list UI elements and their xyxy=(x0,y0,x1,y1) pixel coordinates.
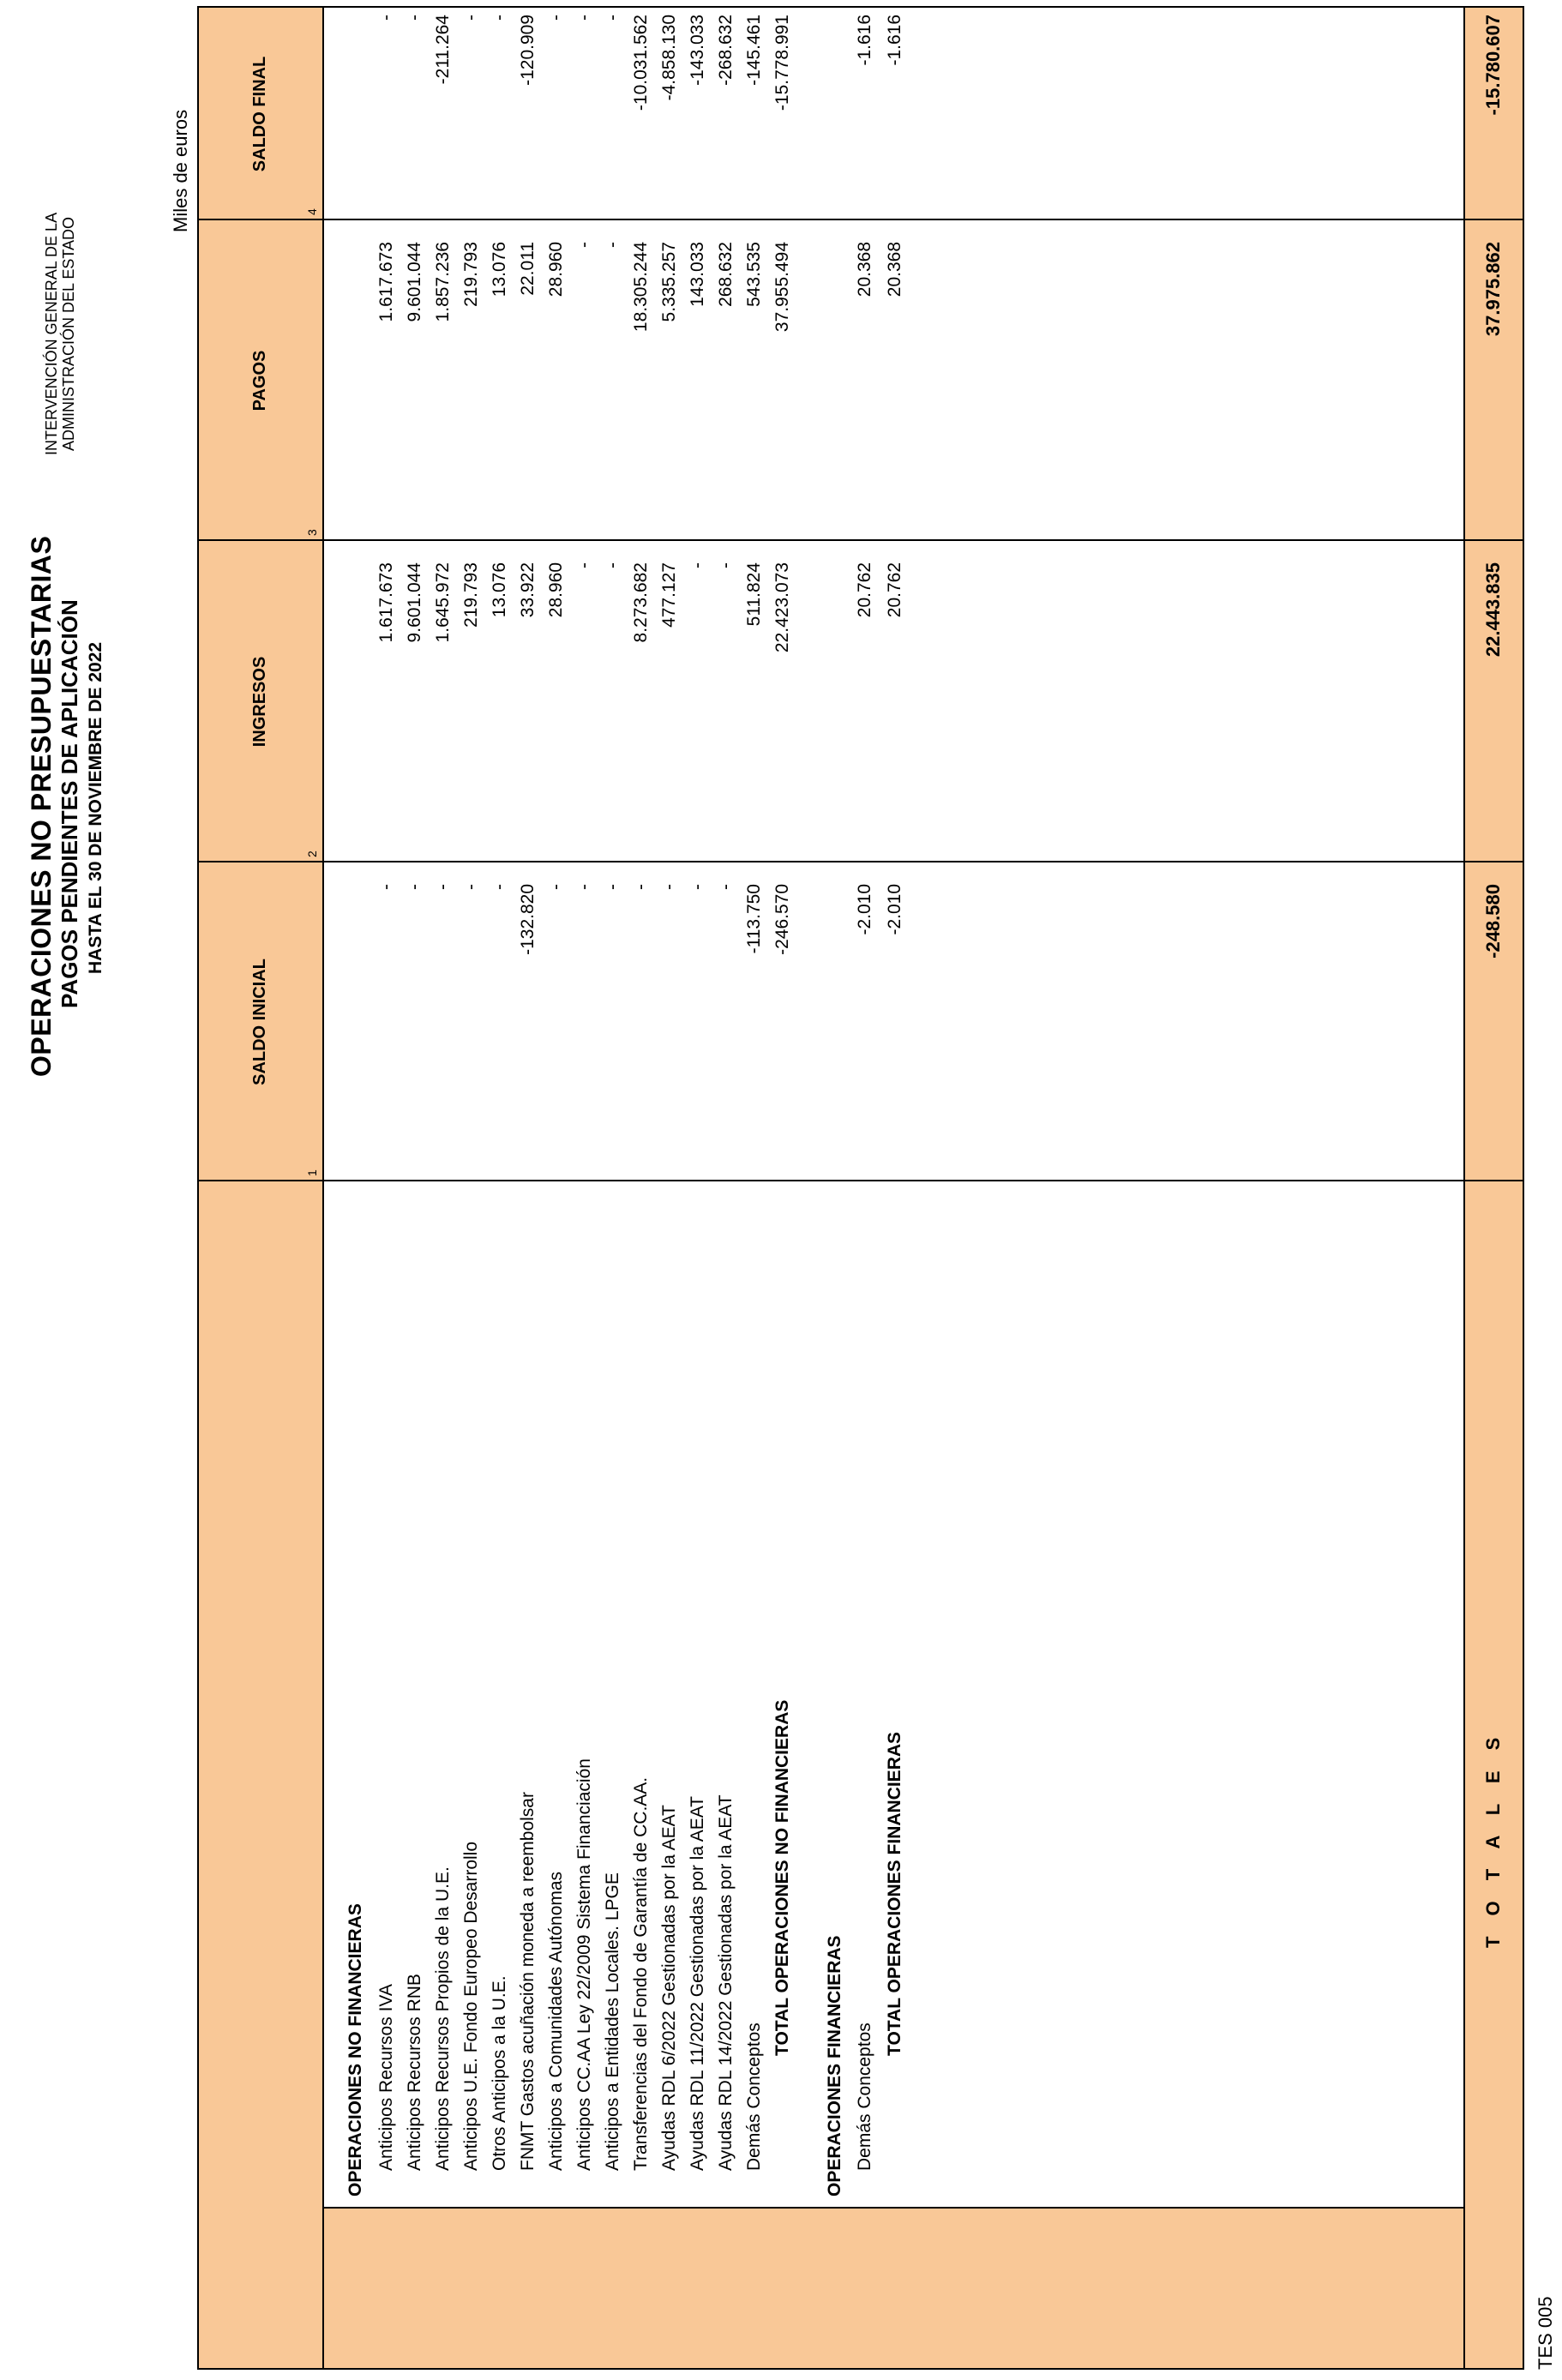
cell-ingresos: 1.645.972 xyxy=(433,562,453,643)
agency-name xyxy=(43,213,77,455)
cell-ingresos: 8.273.682 xyxy=(631,562,651,643)
cell-saldo-inicial: - xyxy=(490,884,509,890)
row-label: Anticipos Recursos IVA xyxy=(376,1984,396,2171)
totals-saldo-inicial: -248.580 xyxy=(1482,884,1504,959)
total-financial-label: TOTAL OPERACIONES FINANCIERAS xyxy=(885,1731,904,2056)
cell-saldo-inicial: - xyxy=(716,884,736,890)
column-number: 2 xyxy=(305,850,319,857)
cell-ingresos: - xyxy=(603,562,622,568)
cell-ingresos: - xyxy=(574,562,594,568)
cell-saldo-inicial: - xyxy=(405,884,424,890)
section-heading-financial: OPERACIONES FINANCIERAS xyxy=(825,1935,844,2197)
cell-pagos: 13.076 xyxy=(490,242,509,298)
row-label: Demás Conceptos xyxy=(855,2022,874,2171)
total-financial-pagos: 20.368 xyxy=(885,242,904,298)
totals-saldo-final: -15.780.607 xyxy=(1482,15,1504,116)
cell-saldo-inicial: - xyxy=(574,884,594,890)
cell-ingresos: 9.601.044 xyxy=(405,562,424,643)
cell-ingresos: 1.617.673 xyxy=(376,562,396,643)
row-label: Ayudas RDL 14/2022 Gestionadas por la AEAT xyxy=(716,1794,736,2171)
totals-ingresos: 22.443.835 xyxy=(1482,562,1504,658)
cell-saldo-final: -143.033 xyxy=(688,15,707,86)
cell-saldo-inicial: - xyxy=(461,884,481,890)
cell-pagos: 9.601.044 xyxy=(405,242,424,322)
cell-saldo-final: - xyxy=(490,15,509,21)
cell-saldo-inicial: - xyxy=(631,884,651,890)
total-non-financial-saldo-inicial: -246.570 xyxy=(772,884,792,955)
row-label: Anticipos a Entidades Locales. LPGE xyxy=(603,1872,622,2171)
row-label: Demás Conceptos xyxy=(744,2022,764,2171)
column-header-saldo-inicial: SALDO INICIAL xyxy=(250,959,269,1085)
label-column-strip xyxy=(324,2209,1523,2368)
cell-ingresos: - xyxy=(716,562,736,568)
cell-saldo-final: - xyxy=(461,15,481,21)
cell-pagos: 143.033 xyxy=(688,242,707,307)
divider-strip xyxy=(324,2207,1465,2209)
total-financial-saldo-final: -1.616 xyxy=(885,15,904,66)
report-subtitle: PAGOS PENDIENTES DE APLICACIÓN xyxy=(57,599,82,1008)
cell-pagos: 20.368 xyxy=(855,242,874,298)
cell-ingresos: 28.960 xyxy=(546,562,566,618)
cell-saldo-final: -1.616 xyxy=(855,15,874,66)
cell-pagos: 22.011 xyxy=(518,242,538,296)
cell-saldo-inicial: - xyxy=(659,884,679,890)
totals-label: T O T A L E S xyxy=(1482,1729,1504,1948)
cell-saldo-final: - xyxy=(405,15,424,21)
agency-line-2: ADMINISTRACIÓN DEL ESTADO xyxy=(60,216,77,451)
cell-saldo-final: - xyxy=(574,15,594,21)
cell-ingresos: - xyxy=(688,562,707,568)
total-non-financial-ingresos: 22.423.073 xyxy=(772,562,792,653)
cell-pagos: 18.305.244 xyxy=(631,242,651,333)
cell-pagos: 219.793 xyxy=(461,242,481,307)
cell-saldo-final: -120.909 xyxy=(518,15,538,86)
cell-saldo-final: - xyxy=(376,15,396,21)
cell-saldo-inicial: - xyxy=(376,884,396,890)
column-number: 4 xyxy=(305,208,319,215)
total-non-financial-saldo-final: -15.778.991 xyxy=(772,15,792,111)
cell-saldo-final: -211.264 xyxy=(433,15,453,85)
divider-col2 xyxy=(199,539,1523,541)
row-label: Anticipos U.E. Fondo Europeo Desarrollo xyxy=(461,1841,481,2171)
cell-pagos: 543.535 xyxy=(744,242,764,307)
label-column-bg xyxy=(199,1181,324,2368)
report-title: OPERACIONES NO PRESUPUESTARIAS xyxy=(26,535,57,1077)
cell-saldo-inicial: - xyxy=(546,884,566,890)
row-label: Anticipos a Comunidades Autónomas xyxy=(546,1871,566,2171)
cell-ingresos: 13.076 xyxy=(490,562,509,618)
cell-saldo-inicial: -2.010 xyxy=(855,884,874,935)
header-divider xyxy=(322,8,324,2368)
row-label: Anticipos CC.AA Ley 22/2009 Sistema Financiación xyxy=(574,1758,594,2171)
cell-ingresos: 33.922 xyxy=(518,562,538,618)
report-table xyxy=(197,6,1524,2370)
cell-pagos: 1.857.236 xyxy=(433,242,453,322)
cell-pagos: 5.335.257 xyxy=(659,242,679,322)
cell-saldo-final: -268.632 xyxy=(716,15,736,86)
row-label: Ayudas RDL 11/2022 Gestionadas por la AEAT xyxy=(688,1796,707,2171)
cell-pagos: - xyxy=(603,242,622,248)
row-label: Anticipos Recursos Propios de la U.E. xyxy=(433,1866,453,2171)
row-label: Otros Anticipos a la U.E. xyxy=(490,1975,509,2171)
column-header-saldo-final: SALDO FINAL xyxy=(250,56,269,172)
row-label: Anticipos Recursos RNB xyxy=(405,1974,424,2171)
total-financial-saldo-inicial: -2.010 xyxy=(885,884,904,935)
column-header-ingresos: INGRESOS xyxy=(250,656,269,748)
cell-pagos: 1.617.673 xyxy=(376,242,396,322)
column-number: 1 xyxy=(305,1169,319,1176)
cell-saldo-inicial: - xyxy=(603,884,622,890)
totals-pagos: 37.975.862 xyxy=(1482,242,1504,337)
total-non-financial-pagos: 37.955.494 xyxy=(772,242,792,333)
cell-saldo-final: - xyxy=(546,15,566,21)
section-heading-non-financial: OPERACIONES NO FINANCIERAS xyxy=(345,1903,365,2197)
cell-saldo-final: -4.858.130 xyxy=(659,15,679,101)
cell-saldo-inicial: - xyxy=(688,884,707,890)
cell-pagos: 268.632 xyxy=(716,242,736,307)
cell-ingresos: 219.793 xyxy=(461,562,481,628)
column-number: 3 xyxy=(305,529,319,536)
totals-divider xyxy=(1463,8,1465,2368)
units-label: Miles de euros xyxy=(170,109,191,232)
cell-ingresos: 511.824 xyxy=(744,562,764,627)
cell-ingresos: 477.127 xyxy=(659,562,679,628)
cell-saldo-inicial: -132.820 xyxy=(518,884,538,955)
cell-saldo-inicial: - xyxy=(433,884,453,890)
column-header-pagos: PAGOS xyxy=(250,350,269,412)
cell-pagos: - xyxy=(574,242,594,248)
cell-saldo-inicial: -113.750 xyxy=(744,884,764,954)
agency-line-1: INTERVENCIÓN GENERAL DE LA xyxy=(43,212,60,455)
divider-col1 xyxy=(199,861,1523,862)
row-label: FNMT Gastos acuñación moneda a reembolsar xyxy=(518,1792,538,2171)
cell-ingresos: 20.762 xyxy=(855,562,874,618)
divider-label xyxy=(199,1180,1523,1181)
cell-saldo-final: - xyxy=(603,15,622,21)
cell-saldo-final: -145.461 xyxy=(744,15,764,86)
cell-saldo-final: -10.031.562 xyxy=(631,15,651,111)
cell-pagos: 28.960 xyxy=(546,242,566,298)
footer-code: TES 005 xyxy=(1535,2296,1556,2370)
report-period: HASTA EL 30 DE NOVIEMBRE DE 2022 xyxy=(86,641,105,974)
row-label: Transferencias del Fondo de Garantía de CC.AA. xyxy=(631,1776,651,2171)
total-financial-ingresos: 20.762 xyxy=(885,562,904,618)
row-label: Ayudas RDL 6/2022 Gestionadas por la AEAT xyxy=(659,1805,679,2171)
total-non-financial-label: TOTAL OPERACIONES NO FINANCIERAS xyxy=(772,1699,792,2056)
